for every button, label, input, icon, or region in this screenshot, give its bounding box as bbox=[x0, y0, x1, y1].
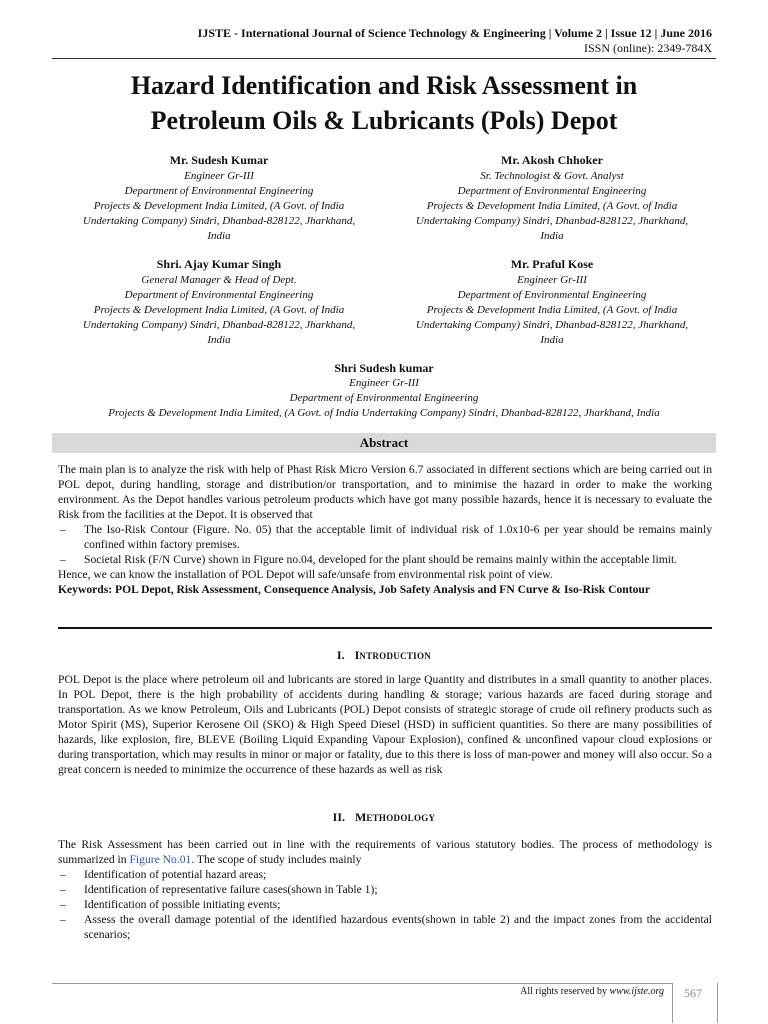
footer-site-link[interactable]: www.ijste.org bbox=[609, 986, 664, 997]
author-org-line-1: Projects & Development India Limited, (A Govt. of India bbox=[426, 304, 678, 316]
dash-bullet: – bbox=[60, 898, 66, 911]
header-rule bbox=[52, 58, 716, 59]
author-org-line-2: Undertaking Company) Sindri, Dhanbad-828122, Jharkhand, bbox=[82, 215, 356, 227]
author-org-line-2: Undertaking Company) Sindri, Dhanbad-828122, Jharkhand, bbox=[415, 319, 689, 331]
author-org-line-2: Undertaking Company) Sindri, Dhanbad-828122, Jharkhand, bbox=[82, 319, 356, 331]
author-dept: Department of Environmental Engineering bbox=[124, 289, 314, 301]
introduction-paragraph: POL Depot is the place where petroleum oil and lubricants are stored in large Quantity and distributes in a small quantity to another places. In POL Depot, there is the high probability of accidents during handling & storage; various hazards are faced during storage and transportation. As we know Petroleum, Oils and Lubricants (POL) Depot consists of strategic storage of crude oil refinery products such as Motor Spirit (MS), Superior Kerosene Oil (SKO) & High Speed Diesel (HSD) in sufficient quantities. So there are many possibilities of hazards, like explosion, fire, BLEVE (Boiling Liquid Expanding Vapour Explosion), confined & unconfined vapour cloud explosions or during transportation, which may results in minor or major or fatality, due to this there is loss of man-power and money will also occur. So a great concern is needed to minimize the occurrence of these hazards as well as risk bbox=[58, 673, 712, 776]
author-dept: Department of Environmental Engineering bbox=[124, 185, 314, 197]
methodology-paragraph: The Risk Assessment has been carried out in line with the requirements of various statutory bodies. The process of methodology is summarized in Figure No.01. The scope of study includes mainly bbox=[58, 838, 712, 866]
section-heading-introduction: I. INTRODUCTION bbox=[336, 648, 432, 662]
dash-bullet: – bbox=[60, 553, 66, 566]
author-role: General Manager & Head of Dept. bbox=[141, 274, 297, 286]
author-role: Engineer Gr-III bbox=[517, 274, 587, 286]
section-heading-methodology: II. METHODOLOGY bbox=[332, 810, 436, 824]
dash-bullet: – bbox=[60, 523, 66, 536]
list-item: – Identification of potential hazard areas; bbox=[60, 868, 267, 881]
author-org-line-1: Projects & Development India Limited, (A Govt. of India bbox=[93, 304, 345, 316]
keywords: Keywords: POL Depot, Risk Assessment, Consequence Analysis, Job Safety Analysis and FN Curve & Iso-Risk Contour bbox=[58, 583, 650, 596]
introduction-body bbox=[58, 672, 712, 777]
methodology-body bbox=[58, 837, 712, 942]
list-item: – Societal Risk (F/N Curve) shown in Figure no.04, developed for the plant should be remains mainly within the acceptable limit. bbox=[60, 553, 678, 566]
list-item: – The Iso-Risk Contour (Figure. No. 05) that the acceptable limit of individual risk of 1.0x10-6 per year should be remains mainly confined within factory premises. bbox=[60, 523, 712, 551]
title-line-2: Petroleum Oils & Lubricants (Pols) Depot bbox=[150, 106, 618, 135]
paper-title bbox=[40, 68, 728, 138]
abstract-paragraph: The main plan is to analyze the risk with help of Phast Risk Micro Version 6.7 associated in different sections which are being carried out in POL depot, during handling, storage and distribution/or transportation, and to minimise the hazard in order to make the working environment. As the Depot handles various petroleum products which have got many possible hazards, hence it is necessary to evaluate the Risk from the facilities at the Depot. It is observed that bbox=[58, 463, 712, 521]
author-country: India bbox=[207, 230, 231, 242]
issn: ISSN (online): 2349-784X bbox=[584, 41, 712, 55]
journal-header: IJSTE - International Journal of Science Technology & Engineering | Volume 2 | Issue 12 | June 2016 bbox=[197, 26, 712, 40]
list-item: – Identification of possible initiating events; bbox=[60, 898, 281, 911]
author-role: Sr. Technologist & Govt. Analyst bbox=[480, 170, 624, 182]
title-line-1: Hazard Identification and Risk Assessment in bbox=[130, 71, 638, 100]
methodology-bullet-list bbox=[58, 867, 712, 942]
figure-link[interactable]: Figure No.01 bbox=[129, 853, 192, 866]
dash-bullet: – bbox=[60, 868, 66, 881]
author-dept: Department of Environmental Engineering bbox=[289, 392, 479, 404]
author-name: Shri. Ajay Kumar Singh bbox=[156, 257, 282, 271]
author-org-line-1: Projects & Development India Limited, (A Govt. of India bbox=[93, 200, 345, 212]
abstract-conclusion: Hence, we can know the installation of POL Depot will safe/unsafe from environmental risk point of view. bbox=[58, 568, 553, 581]
author-country: India bbox=[207, 334, 231, 346]
abstract-rule bbox=[58, 627, 712, 629]
author-org-line-1: Projects & Development India Limited, (A Govt. of India bbox=[426, 200, 678, 212]
author-block-5 bbox=[40, 360, 728, 421]
dash-bullet: – bbox=[60, 883, 66, 896]
author-role: Engineer Gr-III bbox=[184, 170, 254, 182]
author-name: Mr. Sudesh Kumar bbox=[169, 153, 269, 167]
section-number: II. bbox=[332, 810, 345, 824]
author-name: Mr. Akosh Chhoker bbox=[501, 153, 603, 167]
author-role: Engineer Gr-III bbox=[349, 377, 419, 389]
author-block-3 bbox=[54, 256, 384, 348]
author-name: Mr. Praful Kose bbox=[510, 257, 594, 271]
page-number: 567 bbox=[684, 986, 702, 1000]
author-block-4 bbox=[387, 256, 717, 348]
section-number: I. bbox=[336, 648, 345, 662]
author-name: Shri Sudesh kumar bbox=[334, 361, 434, 375]
author-country: India bbox=[540, 334, 564, 346]
dash-bullet: – bbox=[60, 913, 66, 926]
abstract-bullet-list bbox=[58, 522, 712, 567]
list-item: – Assess the overall damage potential of the identified hazardous events(shown in table 2) and the impact zones from the accidental scenarios; bbox=[60, 913, 712, 941]
footer-rule bbox=[52, 983, 672, 984]
author-dept: Department of Environmental Engineering bbox=[457, 289, 647, 301]
footer-copyright: All rights reserved by www.ijste.org bbox=[520, 986, 664, 997]
author-block-2 bbox=[387, 152, 717, 244]
author-org: Projects & Development India Limited, (A Govt. of India Undertaking Company) Sindri, Dhanbad-828122, Jharkhand, India bbox=[108, 407, 660, 419]
author-org-line-2: Undertaking Company) Sindri, Dhanbad-828122, Jharkhand, bbox=[415, 215, 689, 227]
list-item: – Identification of representative failure cases(shown in Table 1); bbox=[60, 883, 378, 896]
author-country: India bbox=[540, 230, 564, 242]
abstract-heading: Abstract bbox=[52, 433, 716, 453]
author-block-1 bbox=[54, 152, 384, 244]
author-dept: Department of Environmental Engineering bbox=[457, 185, 647, 197]
abstract-body bbox=[58, 462, 712, 597]
